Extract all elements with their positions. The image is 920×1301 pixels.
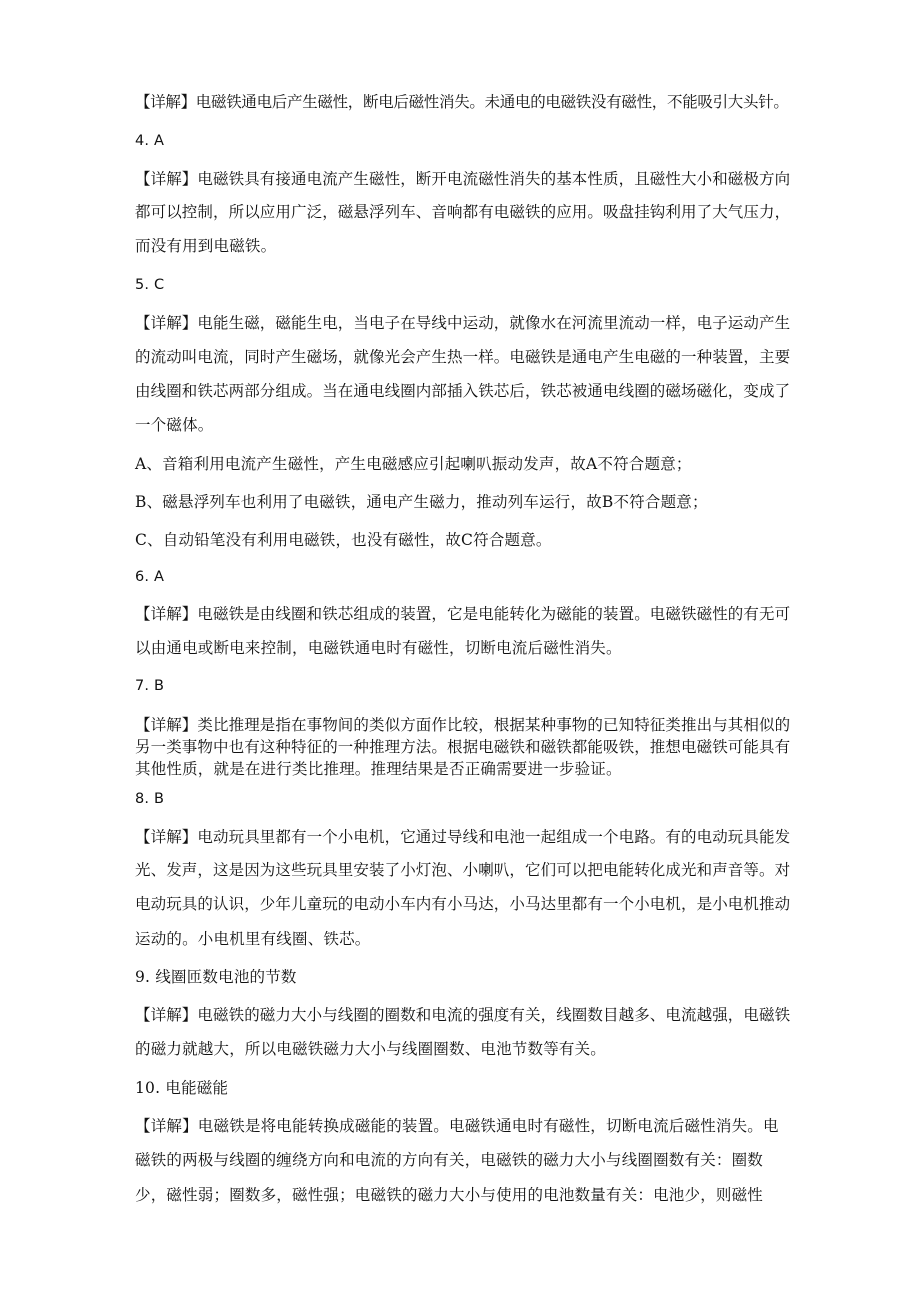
explanation-3-line-1: 【详解】电磁铁通电后产生磁性，断电后磁性消失。未通电的电磁铁没有磁性，不能吸引大头针。 bbox=[135, 93, 789, 111]
explanation-6-line-1: 【详解】电磁铁是由线圈和铁芯组成的装置，它是电能转化为磁能的装置。电磁铁磁性的有无可 bbox=[135, 605, 791, 623]
explanation-8-line-4: 运动的。小电机里有线圈、铁芯。 bbox=[135, 930, 371, 948]
option-c-analysis: C、自动铅笔没有利用电磁铁，也没有磁性，故C符合题意。 bbox=[135, 531, 552, 549]
answer-7: 7. B bbox=[135, 678, 165, 694]
answer-5: 5. C bbox=[135, 277, 165, 293]
explanation-7-line-3: 其他性质，就是在进行类比推理。推理结果是否正确需要进一步验证。 bbox=[135, 760, 622, 778]
answer-6: 6. A bbox=[135, 569, 165, 585]
explanation-5-line-4: 一个磁体。 bbox=[135, 416, 214, 434]
answer-4: 4. A bbox=[135, 133, 165, 149]
explanation-9-line-2: 的磁力就越大，所以电磁铁磁力大小与线圈圈数、电池节数等有关。 bbox=[135, 1040, 607, 1058]
explanation-10-line-2: 磁铁的两极与线圈的缠绕方向和电流的方向有关，电磁铁的磁力大小与线圈圈数有关：圈数 bbox=[135, 1151, 764, 1169]
explanation-5-line-2: 的流动叫电流，同时产生磁场，就像光会产生热一样。电磁铁是通电产生电磁的一种装置，主要 bbox=[135, 348, 791, 366]
explanation-10-line-1: 【详解】电磁铁是将电能转换成磁能的装置。电磁铁通电时有磁性，切断电流后磁性消失。电 bbox=[135, 1117, 779, 1135]
explanation-4-line-2: 都可以控制，所以应用广泛，磁悬浮列车、音响都有电磁铁的应用。吸盘挂钩利用了大气压力， bbox=[135, 203, 791, 221]
explanation-10-line-3: 少，磁性弱；圈数多，磁性强；电磁铁的磁力大小与使用的电池数量有关：电池少，则磁性 bbox=[135, 1186, 764, 1204]
answer-9: 9. 线圈匝数电池的节数 bbox=[135, 968, 297, 986]
option-b-analysis: B、磁悬浮列车也利用了电磁铁，通电产生磁力，推动列车运行，故B不符合题意； bbox=[135, 493, 708, 511]
explanation-7-line-1: 【详解】类比推理是指在事物间的类似方面作比较，根据某种事物的已知特征类推出与其相似的 bbox=[135, 716, 791, 734]
explanation-7-line-2: 另一类事物中也有这种特征的一种推理方法。根据电磁铁和磁铁都能吸铁，推想电磁铁可能具有 bbox=[135, 738, 791, 756]
answer-8: 8. B bbox=[135, 791, 165, 807]
explanation-5-line-1: 【详解】电能生磁，磁能生电，当电子在导线中运动，就像水在河流里流动一样，电子运动产生 bbox=[135, 314, 791, 332]
explanation-8-line-3: 电动玩具的认识，少年儿童玩的电动小车内有小马达，小马达里都有一个小电机，是小电机推动 bbox=[135, 895, 791, 913]
explanation-9-line-1: 【详解】电磁铁的磁力大小与线圈的圈数和电流的强度有关，线圈数目越多、电流越强，电磁铁 bbox=[135, 1006, 791, 1024]
explanation-8-line-2: 光、发声，这是因为这些玩具里安装了小灯泡、小喇叭，它们可以把电能转化成光和声音等。对 bbox=[135, 861, 791, 879]
explanation-6-line-2: 以由通电或断电来控制，电磁铁通电时有磁性，切断电流后磁性消失。 bbox=[135, 639, 622, 657]
explanation-5-line-3: 由线圈和铁芯两部分组成。当在通电线圈内部插入铁芯后，铁芯被通电线圈的磁场磁化，变成了 bbox=[135, 382, 791, 400]
answer-10: 10. 电能磁能 bbox=[135, 1079, 229, 1097]
explanation-8-line-1: 【详解】电动玩具里都有一个小电机，它通过导线和电池一起组成一个电路。有的电动玩具能发 bbox=[135, 828, 791, 846]
explanation-4-line-1: 【详解】电磁铁具有接通电流产生磁性，断开电流磁性消失的基本性质，且磁性大小和磁极方向 bbox=[135, 170, 791, 188]
option-a-analysis: A、音箱利用电流产生磁性，产生电磁感应引起喇叭振动发声，故A不符合题意； bbox=[135, 455, 692, 473]
explanation-4-line-3: 而没有用到电磁铁。 bbox=[135, 237, 277, 255]
